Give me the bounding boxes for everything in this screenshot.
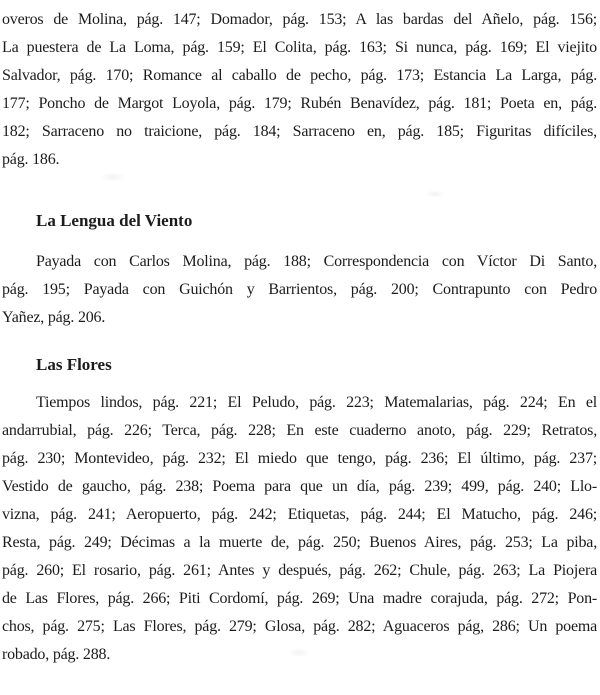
section-heading-la-lengua-del-viento: La Lengua del Viento [36,211,193,230]
section-heading-las-flores: Las Flores [36,355,112,374]
toc-line: vizna, pág. 241; Aeropuerto, pág. 242; Etiquetas, pág. 244; El Matucho, pág. 246; [2,506,597,523]
toc-line: La puestera de La Loma, pág. 159; El Colita, pág. 163; Si nunca, pág. 169; El viejito [2,39,597,56]
toc-line: overos de Molina, pág. 147; Domador, pág. 153; A las bardas del Añelo, pág. 156; [2,11,597,28]
toc-line: Vestido de gaucho, pág. 238; Poema para que un día, pág. 239; 499, pág. 240; Llo- [2,478,597,495]
toc-line: Tiempos lindos, pág. 221; El Peludo, pág. 223; Matemalarias, pág. 224; En el [36,394,597,411]
toc-line: Yañez, pág. 206. [2,309,106,326]
toc-line: andarrubial, pág. 226; Terca, pág. 228; En este cuaderno anoto, pág. 229; Retratos, [2,422,597,439]
toc-line: pág. 186. [2,151,60,168]
toc-line: 177; Poncho de Margot Loyola, pág. 179; Rubén Benavídez, pág. 181; Poeta en, pág. [2,95,597,112]
toc-line: Salvador, pág. 170; Romance al caballo de pecho, pág. 173; Estancia La Larga, pág. [2,67,597,84]
toc-line: Resta, pág. 249; Décimas a la muerte de, pág. 250; Buenos Aires, pág. 253; La piba, [2,534,597,551]
toc-line: pág. 260; El rosario, pág. 261; Antes y después, pág. 262; Chule, pág. 263; La Piojera [2,562,597,579]
toc-line: de Las Flores, pág. 266; Piti Cordomí, pág. 269; Una madre corajuda, pág. 272; Pon- [2,590,597,607]
toc-line: pág. 195; Payada con Guichón y Barrientos, pág. 200; Contrapunto con Pedro [2,281,597,298]
toc-line: Payada con Carlos Molina, pág. 188; Correspondencia con Víctor Di Santo, [36,253,597,270]
toc-line: robado, pág. 288. [2,646,111,663]
toc-paragraph-la-lengua-del-viento [2,248,597,332]
toc-paragraph-las-flores [2,389,597,669]
toc-line: chos, pág. 275; Las Flores, pág. 279; Glosa, pág. 282; Aguaceros pág, 286; Un poema [2,618,597,635]
toc-paragraph-continued [2,6,597,174]
toc-line: pág. 230; Montevideo, pág. 232; El miedo que tengo, pág. 236; El último, pág. 237; [2,450,597,467]
toc-line: 182; Sarraceno no traicione, pág. 184; Sarraceno en, pág. 185; Figuritas difíciles, [2,123,597,140]
scan-smudge [425,190,445,198]
